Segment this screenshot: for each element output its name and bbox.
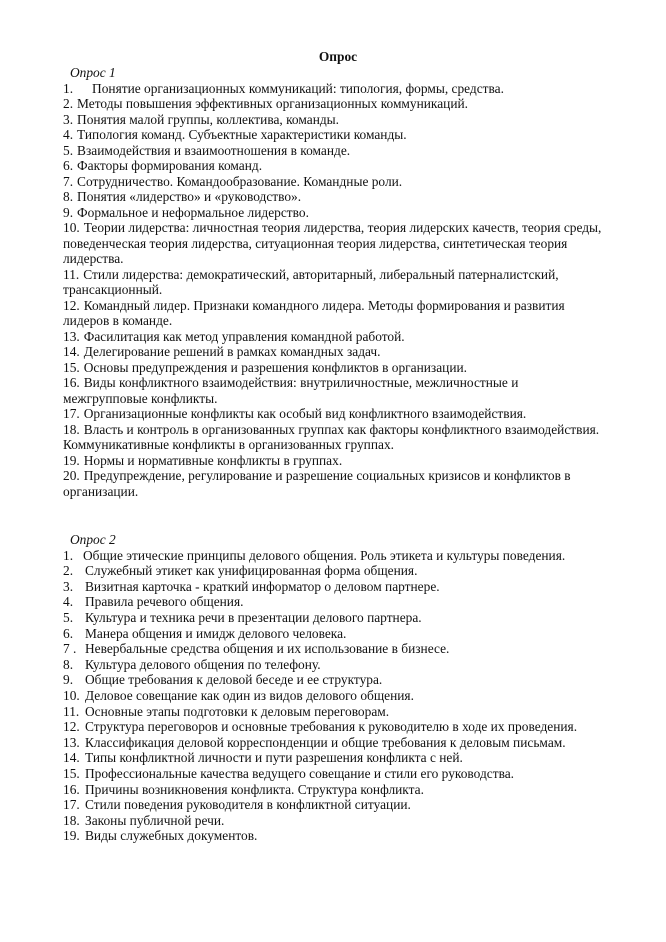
list-item xyxy=(63,750,603,766)
question-list-1 xyxy=(63,81,603,500)
item-text: Организационные конфликты как особый вид конфликтного взаимодействия. xyxy=(83,406,527,422)
list-item xyxy=(63,220,603,267)
item-number: 10. xyxy=(63,220,80,236)
item-text: Визитная карточка - краткий информатор о деловом партнере. xyxy=(85,578,440,594)
item-number: 13. xyxy=(63,734,80,750)
item-text: Предупреждение, регулирование и разрешение социальных кризисов и конфликтов в организации. xyxy=(63,468,571,499)
item-text: Классификация деловой корреспонденции и общие требования к деловым письмам. xyxy=(85,734,566,750)
item-text: Фасилитация как метод управления командной работой. xyxy=(83,328,405,344)
item-number: 12. xyxy=(63,719,80,735)
item-text: Стили поведения руководителя в конфликтной ситуации. xyxy=(85,797,411,813)
item-text: Общие требования к деловой беседе и ее структура. xyxy=(85,672,383,688)
item-text: Теории лидерства: личностная теория лидерства, теория лидерских качеств, теория среды, поведенческая теория лидерства, ситуационная теория лидерства, синтетическая теория лидерства. xyxy=(63,220,602,267)
item-number: 3. xyxy=(63,578,74,594)
item-number: 6. xyxy=(63,158,74,174)
list-item xyxy=(63,468,603,499)
list-item xyxy=(63,719,603,735)
list-item xyxy=(63,626,603,642)
item-number: 11. xyxy=(63,266,80,282)
item-number: 1. xyxy=(63,80,74,96)
item-number: 1. xyxy=(63,547,74,563)
list-item xyxy=(63,579,603,595)
item-number: 8. xyxy=(63,189,74,205)
item-text: Законы публичной речи. xyxy=(85,812,225,828)
list-item xyxy=(63,782,603,798)
item-number: 17. xyxy=(63,797,80,813)
item-text: Служебный этикет как унифицированная форма общения. xyxy=(85,563,418,579)
item-text: Невербальные средства общения и их использование в бизнесе. xyxy=(85,641,450,657)
item-number: 13. xyxy=(63,328,80,344)
item-text: Структура переговоров и основные требования к руководителю в ходе их проведения. xyxy=(85,719,578,735)
item-number: 11. xyxy=(63,703,80,719)
item-number: 16. xyxy=(63,375,80,391)
item-number: 3. xyxy=(63,111,74,127)
item-text: Понятие организационных коммуникаций: типология, формы, средства. xyxy=(92,80,504,96)
item-text: Нормы и нормативные конфликты в группах. xyxy=(83,452,343,468)
list-item xyxy=(63,548,603,564)
item-number: 17. xyxy=(63,406,80,422)
list-item xyxy=(63,766,603,782)
list-item xyxy=(63,688,603,704)
item-number: 2. xyxy=(63,96,74,112)
item-number: 19. xyxy=(63,452,80,468)
item-text: Типология команд. Субъектные характеристики команды. xyxy=(77,127,407,143)
document-title: Опрос xyxy=(318,49,358,64)
list-item xyxy=(63,329,603,345)
section-spacer xyxy=(63,499,603,532)
item-number: 18. xyxy=(63,812,80,828)
list-item xyxy=(63,610,603,626)
list-item xyxy=(63,158,603,174)
item-text: Типы конфликтной личности и пути разрешения конфликта с ней. xyxy=(85,750,463,766)
item-number: 18. xyxy=(63,421,80,437)
list-item xyxy=(63,81,603,97)
item-number: 14. xyxy=(63,344,80,360)
list-item xyxy=(63,813,603,829)
item-text: Понятия малой группы, коллектива, команды. xyxy=(77,111,340,127)
section-heading-1: Опрос 1 xyxy=(70,65,116,80)
item-number: 19. xyxy=(63,828,80,844)
document-page xyxy=(63,48,603,844)
item-text: Стили лидерства: демократический, авторитарный, либеральный патерналистский, трансакционный. xyxy=(63,266,559,298)
list-item xyxy=(63,422,603,453)
item-text: Власть и контроль в организованных группах как факторы конфликтного взаимодействия. Коммуникативные конфликты в организованных группах. xyxy=(63,421,600,453)
list-item xyxy=(63,672,603,688)
list-item xyxy=(63,189,603,205)
item-number: 7. xyxy=(63,173,74,189)
item-number: 7 . xyxy=(63,641,77,657)
list-item xyxy=(63,174,603,190)
list-item xyxy=(63,267,603,298)
item-number: 4. xyxy=(63,594,74,610)
item-number: 15. xyxy=(63,766,80,781)
list-item xyxy=(63,657,603,673)
list-item xyxy=(63,298,603,329)
item-text: Командный лидер. Признаки командного лидера. Методы формирования и развития лидеров в команде. xyxy=(63,297,565,329)
item-text: Понятия «лидерство» и «руководство». xyxy=(77,189,302,205)
item-number: 12. xyxy=(63,297,80,313)
item-number: 16. xyxy=(63,781,80,797)
list-item xyxy=(63,797,603,813)
item-text: Культура делового общения по телефону. xyxy=(85,656,321,672)
item-number: 2. xyxy=(63,563,74,579)
list-item xyxy=(63,828,603,844)
item-text: Взаимодействия и взаимоотношения в команде. xyxy=(77,142,351,158)
question-list-2 xyxy=(63,548,603,844)
item-text: Основы предупреждения и разрешения конфликтов в организации. xyxy=(83,359,468,375)
list-item xyxy=(63,406,603,422)
list-item xyxy=(63,375,603,406)
item-number: 8. xyxy=(63,656,74,672)
item-text: Манера общения и имидж делового человека. xyxy=(85,625,347,641)
list-item xyxy=(63,112,603,128)
list-item xyxy=(63,205,603,221)
item-number: 6. xyxy=(63,625,74,641)
item-number: 14. xyxy=(63,750,80,766)
item-text: Профессиональные качества ведущего совещание и стили его руководства. xyxy=(85,766,515,781)
item-number: 9. xyxy=(63,672,74,688)
item-text: Формальное и неформальное лидерство. xyxy=(77,204,309,220)
list-item xyxy=(63,704,603,720)
item-number: 10. xyxy=(63,688,80,704)
list-item xyxy=(63,453,603,469)
list-item xyxy=(63,344,603,360)
list-item xyxy=(63,127,603,143)
list-item xyxy=(63,360,603,376)
item-text: Виды служебных документов. xyxy=(85,828,258,844)
item-text: Общие этические принципы делового общения. Роль этикета и культуры поведения. xyxy=(83,547,566,563)
item-number: 5. xyxy=(63,142,74,158)
item-text: Основные этапы подготовки к деловым переговорам. xyxy=(85,703,390,719)
item-text: Сотрудничество. Командообразование. Командные роли. xyxy=(77,173,403,189)
list-item xyxy=(63,563,603,579)
item-text: Правила речевого общения. xyxy=(85,594,244,610)
item-number: 20. xyxy=(63,468,80,484)
item-text: Деловое совещание как один из видов делового общения. xyxy=(85,688,414,704)
item-text: Методы повышения эффективных организационных коммуникаций. xyxy=(77,96,469,112)
item-text: Виды конфликтного взаимодействия: внутриличностные, межличностные и межгрупповые конфликты. xyxy=(63,375,519,406)
item-number: 5. xyxy=(63,610,74,626)
list-item xyxy=(63,641,603,657)
item-text: Культура и техника речи в презентации делового партнера. xyxy=(85,610,422,626)
item-text: Факторы формирования команд. xyxy=(77,158,263,174)
list-item xyxy=(63,143,603,159)
list-item xyxy=(63,735,603,751)
list-item xyxy=(63,594,603,610)
item-number: 4. xyxy=(63,127,74,143)
item-text: Причины возникновения конфликта. Структура конфликта. xyxy=(85,781,424,797)
section-heading-2: Опрос 2 xyxy=(70,532,116,548)
item-number: 15. xyxy=(63,359,80,375)
item-text: Делегирование решений в рамках командных задач. xyxy=(83,344,381,360)
item-number: 9. xyxy=(63,204,74,220)
list-item xyxy=(63,96,603,112)
